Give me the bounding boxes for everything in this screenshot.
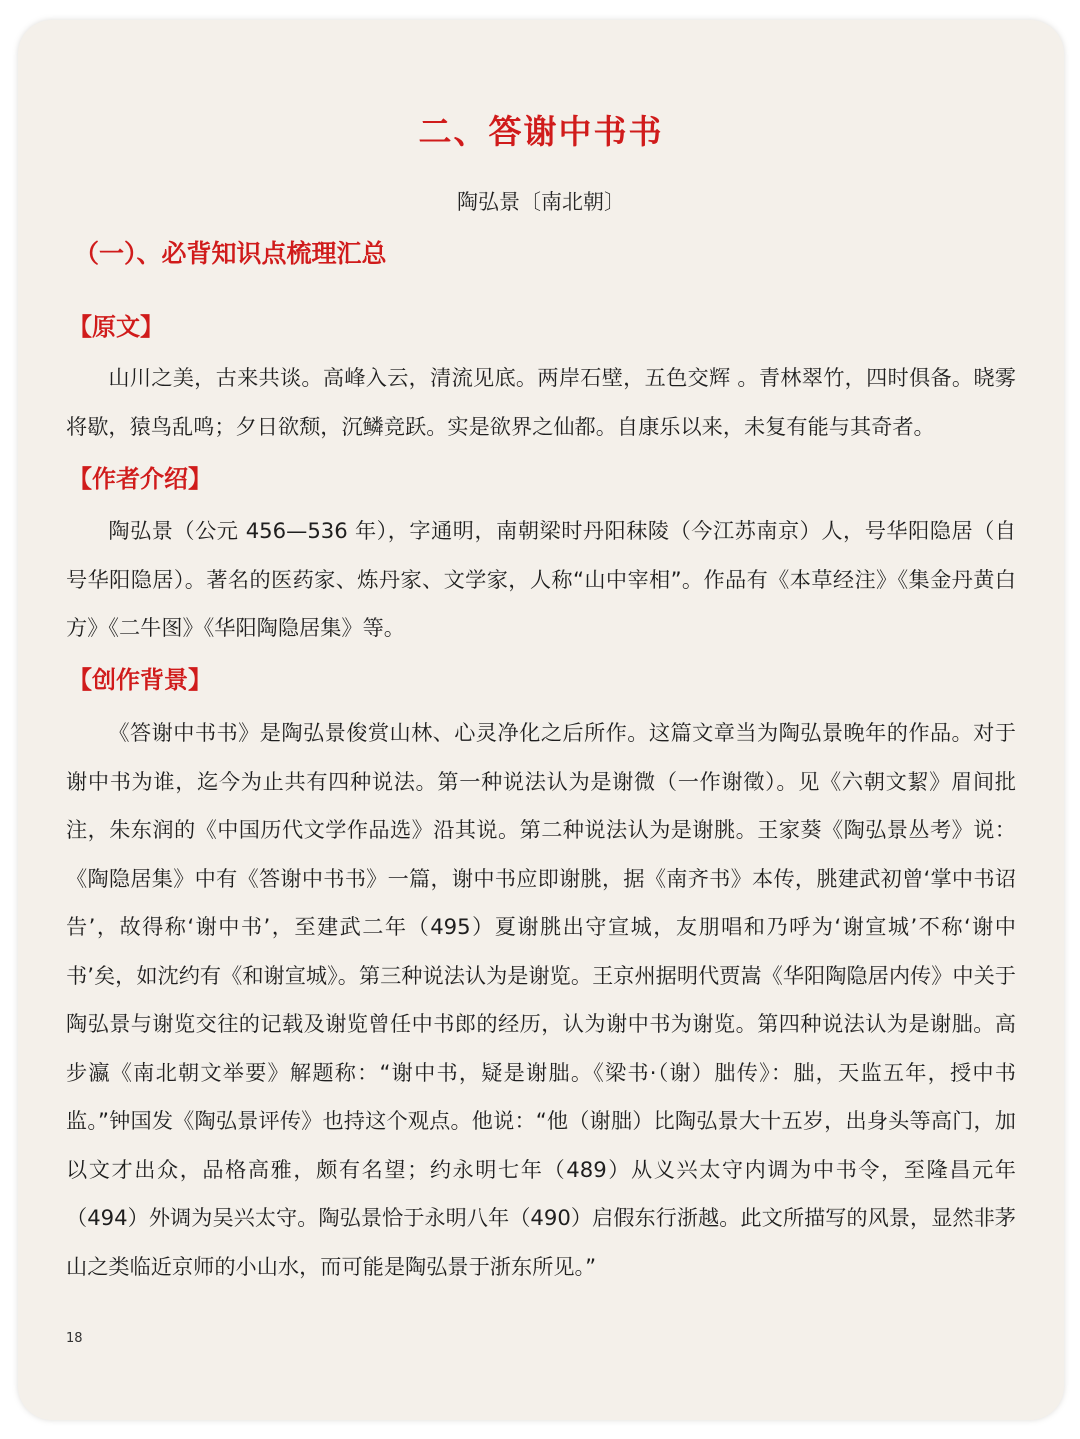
author-line: 陶弘景〔南北朝〕 bbox=[457, 190, 625, 214]
section-subheading: （一）、必背知识点梳理汇总 bbox=[74, 239, 387, 268]
document-title: 二、答谢中书书 bbox=[418, 112, 664, 151]
page-number: 18 bbox=[66, 1331, 83, 1346]
paragraph-original-text: 山川之美，古来共谈。高峰入云，清流见底。两岸石壁，五色交辉 。青林翠竹，四时俱备。晓雾将歇，猿鸟乱鸣；夕日欲颓，沉鳞竞跃。实是欲界之仙都。自康乐以来，未复有能与其奇者。 bbox=[66, 365, 1016, 439]
paragraph-background: 《答谢中书书》是陶弘景俊赏山林、心灵净化之后所作。这篇文章当为陶弘景晚年的作品。对于谢中书为谁，迄今为止共有四种说法。第一种说法认为是谢微（一作谢徵）。见《六朝文絜》眉间批注，朱东润的《中国历代文学作品选》沿其说。第二种说法认为是谢朓。王家葵《陶弘景丛考》说：《陶隐居集》中有《答谢中书书》一篇，谢中书应即谢朓，据《南齐书》本传，朓建武初曾‘掌中书诏告’，故得称‘谢中书’，至建武二年（495）夏谢朓出守宣城，友朋唱和乃呼为‘谢宣城’不称‘谢中书’矣，如沈约有《和谢宣城》。第三种说法认为是谢览。王京州据明代贾嵩《华阳陶隐居内传》中关于陶弘景与谢览交往的记载及谢览曾任中书郎的经历，认为谢中书为谢览。第四种说法认为是谢朏。高步瀛《南北朝文举要》解题称：“谢中书，疑是谢朏。《梁书·（谢）朏传》：朏，天监五年，授中书监。”钟国发《陶弘景评传》也持这个观点。他说：“他（谢朏）比陶弘景大十五岁，出身头等高门，加以文才出众，品格高雅，颇有名望；约永明七年（489）从义兴太守内调为中书令，至隆昌元年（494）外调为吴兴太守。陶弘景恰于永明八年（490）启假东行浙越。此文所描写的风景，显然非茅山之类临近京师的小山水，而可能是陶弘景于浙东所见。” bbox=[66, 720, 1016, 1279]
heading-original-text: 【原文】 bbox=[68, 313, 164, 341]
document-page bbox=[18, 20, 1064, 1420]
heading-author-intro: 【作者介绍】 bbox=[68, 465, 212, 493]
paragraph-author-intro: 陶弘景（公元 456—536 年），字通明，南朝梁时丹阳秣陵（今江苏南京）人，号华阳隐居（自号华阳隐居）。著名的医药家、炼丹家、文学家，人称“山中宰相”。作品有《本草经注》《集金丹黄白方》《二牛图》《华阳陶隐居集》等。 bbox=[66, 518, 1016, 640]
heading-background: 【创作背景】 bbox=[68, 666, 212, 694]
